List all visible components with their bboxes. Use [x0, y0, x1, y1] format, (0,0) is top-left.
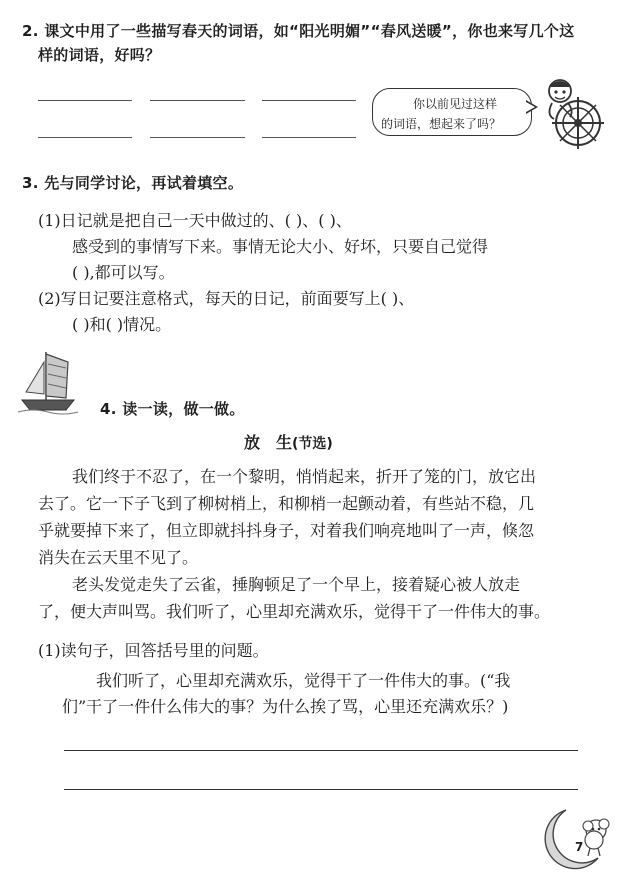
sub1-line2: 们”干了一件什么伟大的事？为什么挨了骂，心里还充满欢乐？) [62, 697, 509, 716]
answer-blank-6[interactable] [262, 137, 356, 138]
sub1-line1: 我们听了，心里却充满欢乐，觉得干了一件伟大的事。(“我 [96, 671, 511, 690]
passage-line-6: 了，便大声叫骂。我们听了，心里却充满欢乐，觉得干了一件伟大的事。 [38, 602, 551, 621]
page-number: 7 [575, 840, 584, 854]
q3-line4: (2)写日记要注意格式，每天的日记，前面要写上( )、 [38, 289, 415, 308]
passage-title [244, 430, 333, 453]
q3-title: 3. 先与同学讨论，再试着填空。 [22, 174, 244, 192]
speech-bubble [372, 88, 532, 136]
passage-line-5: 老头发觉走失了云雀，捶胸顿足了一个早上，接着疑心被人放走 [72, 575, 521, 594]
passage-title-text: 放 生 [244, 433, 293, 452]
q3-line2: 感受到的事情写下来。事情无论大小、好坏，只要自己觉得 [72, 237, 489, 256]
passage-line-2: 去了。它一下子飞到了柳树梢上，和柳梢一起颤动着，有些站不稳，几 [38, 494, 535, 513]
answer-blank-3[interactable] [262, 100, 356, 101]
q3-line5: ( )和( )情况。 [72, 315, 172, 334]
answer-blank-1[interactable] [38, 100, 132, 101]
answer-line-1[interactable] [64, 750, 578, 751]
q2-title-line2: 样的词语，好吗？ [38, 46, 161, 64]
answer-blank-5[interactable] [150, 137, 245, 138]
q2-title-line1: 2. 课文中用了一些描写春天的词语，如“阳光明媚”“春风送暖”，你也来写几个这 [22, 22, 575, 40]
sub1-label: (1)读句子，回答括号里的问题。 [38, 641, 269, 660]
passage-line-1: 我们终于不忍了，在一个黎明，悄悄起来，折开了笼的门，放它出 [72, 467, 537, 486]
answer-line-2[interactable] [64, 789, 578, 790]
passage-subtitle: (节选) [292, 436, 333, 452]
bubble-line1: 你以前见过这样 [413, 97, 498, 111]
passage-line-3: 乎就要掉下来了，但立即就抖抖身子，对着我们响亮地叫了一声，倏忽 [38, 521, 535, 540]
q4-title: 4. 读一读，做一做。 [100, 400, 245, 418]
passage-line-4: 消失在云天里不见了。 [38, 548, 199, 567]
q3-line3: ( ),都可以写。 [72, 263, 175, 282]
bubble-line2: 的词语，想起来了吗？ [381, 117, 502, 131]
cartoon-sailor-icon [540, 75, 620, 155]
answer-blank-2[interactable] [150, 100, 245, 101]
sailboat-icon [18, 348, 80, 416]
answer-blank-4[interactable] [38, 137, 132, 138]
q3-line1: (1)日记就是把自己一天中做过的、( )、( )、 [38, 211, 352, 230]
